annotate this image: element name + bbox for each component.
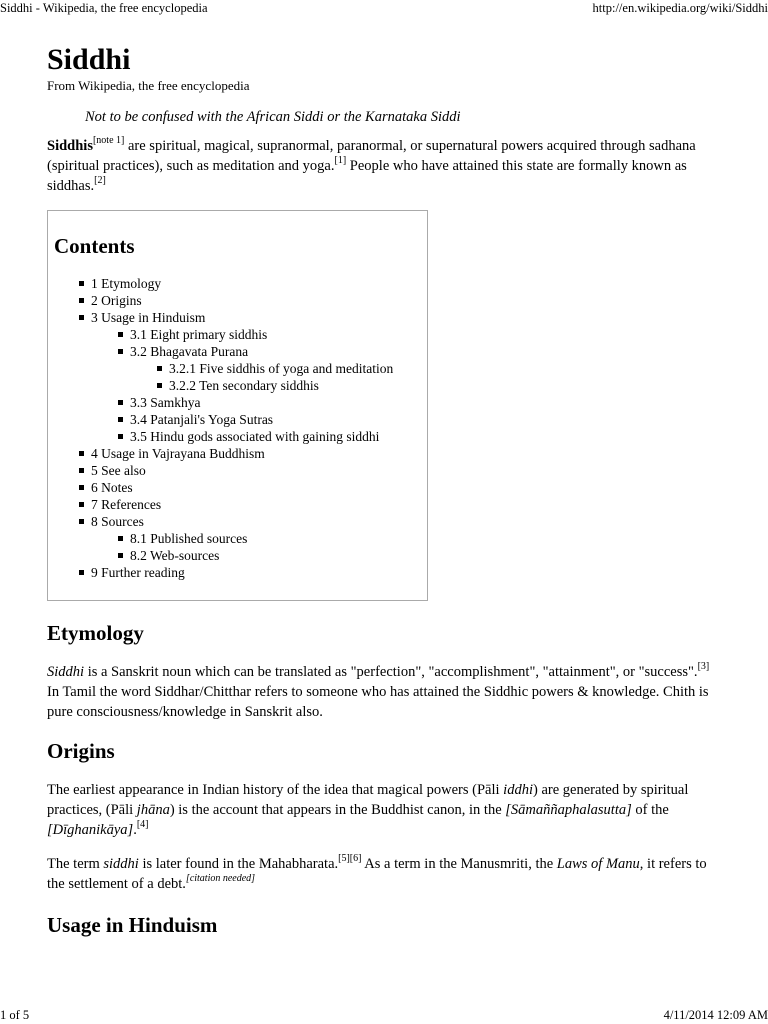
intro-text-2: People who have attained this state are formally known as siddhas.	[47, 158, 687, 194]
section-heading-origins: Origins	[47, 739, 115, 763]
bullet-icon	[79, 298, 84, 303]
bullet-icon	[118, 417, 123, 422]
ref-2[interactable]: [2]	[94, 175, 106, 187]
toc-item[interactable]	[54, 343, 421, 360]
bullet-icon	[79, 570, 84, 575]
bullet-icon	[79, 281, 84, 286]
origins-term-manu[interactable]: Laws of Manu	[556, 856, 640, 872]
bullet-icon	[118, 349, 123, 354]
toc-item[interactable]	[54, 275, 421, 292]
origins-term-jhana: jhāna	[136, 802, 170, 818]
toc-title: Contents	[54, 234, 135, 258]
origins-text: is later found in the Mahabharata.	[138, 856, 339, 872]
bullet-icon	[79, 468, 84, 473]
toc-item-label[interactable]: 4 Usage in Vajrayana Buddhism	[91, 446, 265, 461]
toc-item[interactable]	[54, 462, 421, 479]
page-subtitle: From Wikipedia, the free encyclopedia	[47, 78, 250, 93]
section-heading-hinduism: Usage in Hinduism	[47, 913, 218, 937]
etymology-term: Siddhi	[47, 664, 85, 680]
toc-item[interactable]	[54, 564, 421, 581]
bullet-icon	[118, 400, 123, 405]
bullet-icon	[118, 553, 123, 558]
bullet-icon	[157, 366, 162, 371]
toc-item-label[interactable]: 8.1 Published sources	[130, 531, 248, 546]
intro-text-1: are spiritual, magical, supranormal, paranormal, or supernatural powers acquired through sadhana (spiritual practices), such as meditation and yoga.	[47, 138, 696, 174]
toc-item-label[interactable]: 9 Further reading	[91, 565, 185, 580]
toc-item-label[interactable]: 6 Notes	[91, 480, 133, 495]
toc-item[interactable]	[54, 411, 421, 428]
toc-item-label[interactable]: 1 Etymology	[91, 276, 162, 291]
toc-item-label[interactable]: 8 Sources	[91, 514, 144, 529]
hatnote[interactable]: Not to be confused with the African Siddi or the Karnataka Siddi	[85, 109, 461, 125]
toc-item[interactable]	[54, 479, 421, 496]
toc-item[interactable]	[54, 547, 421, 564]
toc-item-label[interactable]: 3.2 Bhagavata Purana	[130, 344, 249, 359]
bullet-icon	[118, 332, 123, 337]
toc-item-label[interactable]: 3.1 Eight primary siddhis	[130, 327, 268, 342]
toc-item[interactable]	[54, 530, 421, 547]
origins-text: The earliest appearance in Indian history of the idea that magical powers (Pāli	[47, 782, 504, 798]
bullet-icon	[79, 519, 84, 524]
section-heading-etymology: Etymology	[47, 621, 144, 645]
etymology-text-2: In Tamil the word Siddhar/Chitthar refers to someone who has attained the Siddhic powers & knowledge. Chith is pure consciousness/knowledge in Sanskrit also.	[47, 684, 709, 720]
origins-paragraph-1	[47, 780, 717, 840]
origins-term-siddhi: siddhi	[103, 856, 139, 872]
toc-item-label[interactable]: 8.2 Web-sources	[130, 548, 220, 563]
intro-term: Siddhis	[47, 138, 93, 154]
toc-item[interactable]	[54, 326, 421, 343]
bullet-icon	[157, 383, 162, 388]
toc-item[interactable]	[54, 428, 421, 445]
toc-item-label[interactable]: 2 Origins	[91, 293, 142, 308]
article-body	[47, 42, 717, 954]
toc-item-label[interactable]: 3.4 Patanjali's Yoga Sutras	[130, 412, 274, 427]
print-header-title: Siddhi - Wikipedia, the free encyclopedia	[0, 1, 208, 15]
toc-item-label[interactable]: 3.5 Hindu gods associated with gaining siddhi	[130, 429, 380, 444]
print-timestamp: 4/11/2014 12:09 AM	[663, 1008, 768, 1022]
origins-text: As a term in the Manusmriti, the	[361, 856, 557, 872]
citation-needed[interactable]: [citation needed]	[185, 873, 256, 885]
ref-4[interactable]: [4]	[136, 819, 149, 831]
toc-item-label[interactable]: 3.2.1 Five siddhis of yoga and meditation	[169, 361, 394, 376]
toc-item-label[interactable]: 3.2.2 Ten secondary siddhis	[169, 378, 319, 393]
toc-item[interactable]	[54, 377, 421, 394]
origins-paragraph-2	[47, 854, 717, 894]
toc-item[interactable]	[54, 309, 421, 326]
print-header	[0, 1, 768, 17]
toc-list	[54, 275, 421, 581]
bullet-icon	[118, 434, 123, 439]
origins-term-sutta: [Sāmaññaphalasutta]	[505, 802, 632, 818]
page-title: Siddhi	[47, 43, 131, 76]
origins-text: .	[133, 822, 137, 838]
etymology-text-1: is a Sanskrit noun which can be translated as "perfection", "accomplishment", "attainment", or "success".	[84, 664, 698, 680]
origins-term-nikaya: [Dīghanikāya]	[47, 822, 134, 838]
origins-text: ) is the account that appears in the Buddhist canon, in the	[169, 802, 506, 818]
etymology-paragraph	[47, 662, 717, 722]
toc-item-label[interactable]: 5 See also	[91, 463, 146, 478]
print-header-url[interactable]: http://en.wikipedia.org/wiki/Siddhi	[592, 1, 768, 15]
bullet-icon	[79, 502, 84, 507]
toc-item[interactable]	[54, 292, 421, 309]
origins-text: The term	[47, 856, 104, 872]
table-of-contents	[47, 210, 428, 601]
toc-item-label[interactable]: 3.3 Samkhya	[130, 395, 201, 410]
origins-text: of the	[631, 802, 669, 818]
page-number: 1 of 5	[0, 1008, 30, 1022]
bullet-icon	[118, 536, 123, 541]
toc-item[interactable]	[54, 360, 421, 377]
toc-item-label[interactable]: 7 References	[91, 497, 162, 512]
ref-1[interactable]: [1]	[334, 155, 347, 167]
origins-text: ) are generated by spiritual practices, (Pāli	[47, 782, 689, 818]
toc-item[interactable]	[54, 394, 421, 411]
ref-3[interactable]: [3]	[697, 661, 710, 673]
bullet-icon	[79, 451, 84, 456]
bullet-icon	[79, 485, 84, 490]
print-footer	[0, 1008, 768, 1024]
note-1-ref[interactable]: [note 1]	[92, 135, 125, 147]
ref-5-6[interactable]: [5][6]	[338, 853, 362, 865]
toc-item[interactable]	[54, 513, 421, 530]
toc-item[interactable]	[54, 496, 421, 513]
bullet-icon	[79, 315, 84, 320]
origins-text: , it refers to the settlement of a debt.	[47, 856, 707, 892]
intro-paragraph	[47, 136, 717, 196]
toc-item-label[interactable]: 3 Usage in Hinduism	[91, 310, 206, 325]
origins-term-iddhi: iddhi	[503, 782, 533, 798]
toc-item[interactable]	[54, 445, 421, 462]
